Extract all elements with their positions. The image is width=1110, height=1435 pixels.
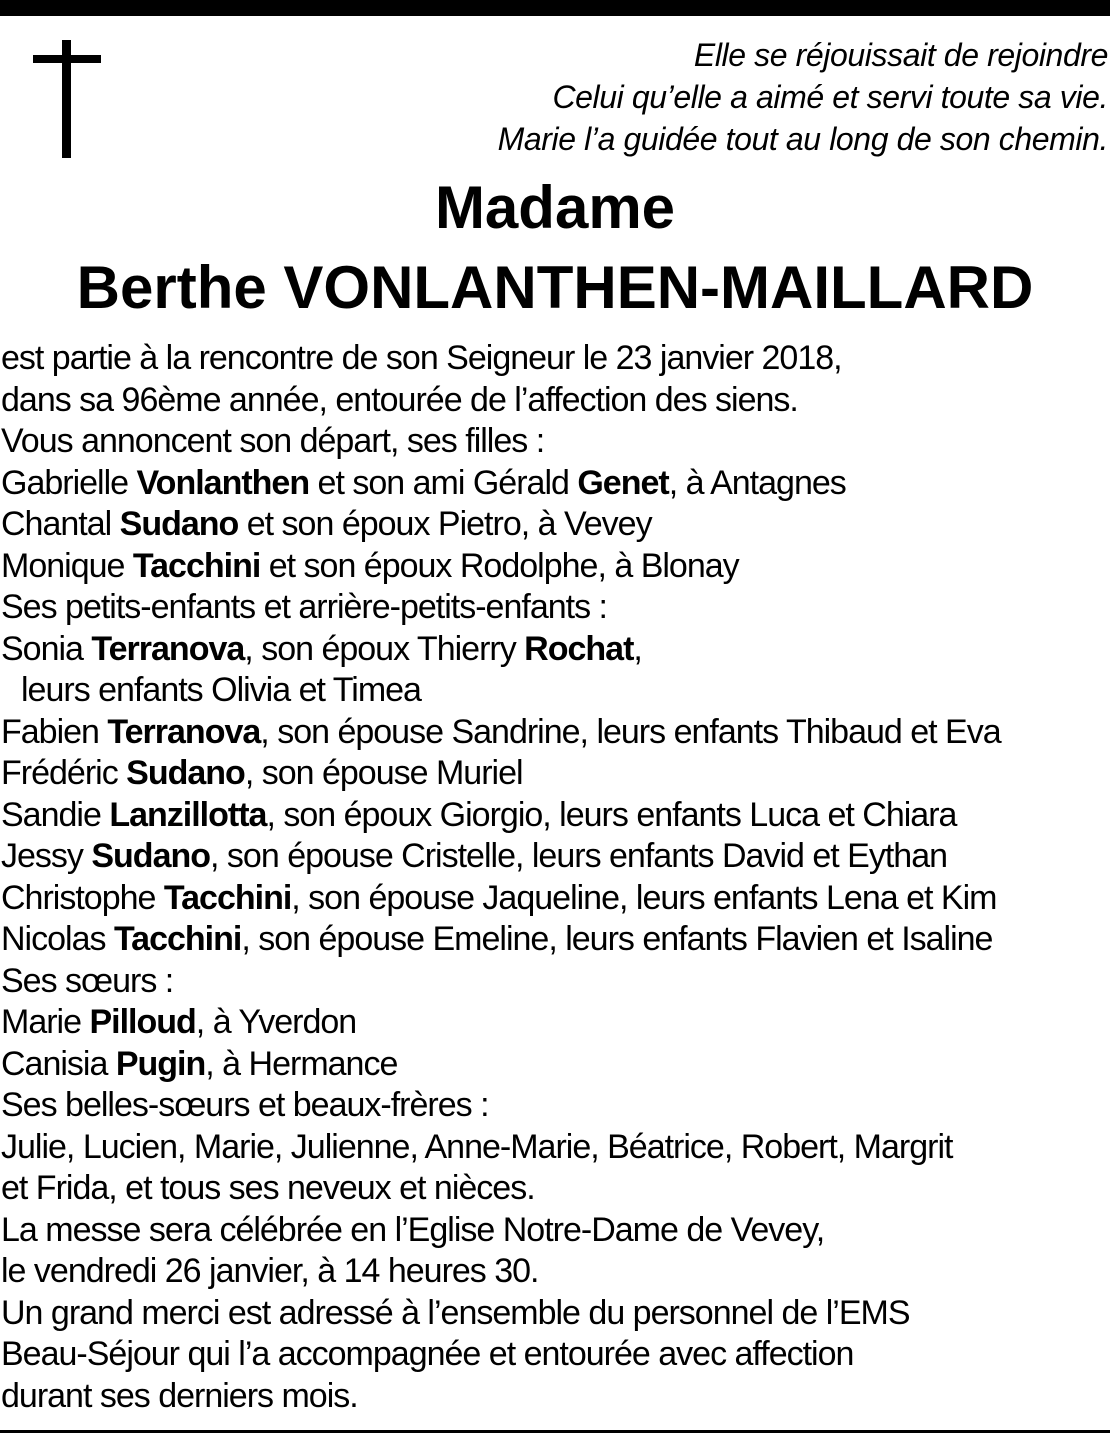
daughter-line [1,504,1001,546]
thanks-line: Beau-Séjour qui l’a accompagnée et entourée avec affection [1,1335,854,1373]
place-text: , à Yverdon [195,1003,357,1041]
obituary-body [1,338,1001,1417]
daughter-line [1,463,1001,505]
surname: Lanzillotta [109,795,267,834]
grandchild-line [1,712,1001,754]
first-name: Jessy [1,837,92,875]
surname: Sudano [119,505,239,543]
cross-icon [33,40,101,158]
relation-text: , son épouse Sandrine, leurs enfants Thibaud et Eva [260,712,1001,751]
surname: Terranova [91,629,245,668]
surname: Terranova [107,712,261,751]
relation-text: et son ami Gérald [309,463,578,502]
first-name: Fabien [1,712,108,751]
top-border-rule [0,0,1110,16]
first-name: Monique [1,546,133,585]
daughters-intro: Vous annoncent son départ, ses filles : [1,422,545,460]
place-text: , à Antagnes [668,463,846,502]
surname: Tacchini [163,878,292,917]
mass-line: le vendredi 26 janvier, à 14 heures 30. [1,1252,539,1290]
in-laws-line: et Frida, et tous ses neveux et nièces. [1,1169,535,1207]
first-name: Marie [1,1003,90,1041]
first-name: Frédéric [1,754,127,792]
surname: Pugin [115,1044,206,1083]
place-text: , à Hermance [205,1044,398,1083]
grandchild-line [1,836,1001,878]
first-name: Nicolas [1,920,114,958]
relation-text: , son épouse Jaqueline, leurs enfants Lena et Kim [291,878,997,917]
first-name: Sandie [1,795,110,834]
relation-text: , son époux Thierry [244,629,525,668]
surname: Rochat [524,629,634,668]
mass-line: La messe sera célébrée en l’Eglise Notre-Dame de Vevey, [1,1210,825,1249]
grandchild-line [1,753,1001,795]
sisters-intro: Ses sœurs : [1,961,174,1000]
relation-text: , son épouse Muriel [244,754,523,792]
epigraph-verse [498,34,1108,160]
honorific-title: Madame [434,174,676,241]
thanks-line: durant ses derniers mois. [1,1376,358,1415]
surname: Genet [577,463,669,502]
first-name: Gabrielle [1,463,137,502]
grandchild-line [1,878,1001,920]
announcement-line: est partie à la rencontre de son Seigneur le 23 janvier 2018, [1,339,842,377]
surname: Vonlanthen [136,463,310,502]
in-laws-intro: Ses belles-sœurs et beaux-frères : [1,1086,489,1124]
grandchild-continuation: leurs enfants Olivia et Timea [21,671,421,709]
first-name: Canisia [1,1044,116,1083]
punctuation: , [633,629,642,668]
grandchild-line [1,919,1001,961]
sister-line [1,1044,1001,1086]
announcement-line: dans sa 96ème année, entourée de l’affection des siens. [1,380,798,419]
first-name: Chantal [1,505,120,543]
bottom-border-rule [0,1430,1110,1433]
cross-horizontal-bar [33,55,101,63]
sister-line [1,1002,1001,1044]
daughter-line [1,546,1001,588]
relation-text: et son époux Pietro, à Vevey [238,505,652,543]
first-name: Sonia [1,629,92,668]
verse-line: Elle se réjouissait de rejoindre [693,37,1108,73]
surname: Pilloud [89,1003,196,1041]
grandchild-line [1,629,1001,671]
thanks-line: Un grand merci est adressé à l’ensemble du personnel de l’EMS [1,1293,910,1332]
first-name: Christophe [1,878,164,917]
relation-text: et son époux Rodolphe, à Blonay [260,546,739,585]
surname: Sudano [126,754,245,792]
relation-text: , son épouse Emeline, leurs enfants Flavien et Isaline [241,920,993,958]
surname: Tacchini [113,920,242,958]
surname: Tacchini [132,546,261,585]
grandchild-line [1,795,1001,837]
verse-line: Marie l’a guidée tout au long de son chemin. [497,121,1108,157]
deceased-name: Berthe VONLANTHEN-MAILLARD [76,254,1034,321]
verse-line: Celui qu’elle a aimé et servi toute sa vie. [552,79,1108,115]
in-laws-line: Julie, Lucien, Marie, Julienne, Anne-Marie, Béatrice, Robert, Margrit [1,1127,953,1166]
surname: Sudano [91,837,211,875]
grandchildren-intro: Ses petits-enfants et arrière-petits-enfants : [1,588,607,626]
relation-text: , son épouse Cristelle, leurs enfants David et Eythan [210,837,948,875]
relation-text: , son époux Giorgio, leurs enfants Luca et Chiara [266,795,957,834]
deceased-heading [0,168,1110,328]
